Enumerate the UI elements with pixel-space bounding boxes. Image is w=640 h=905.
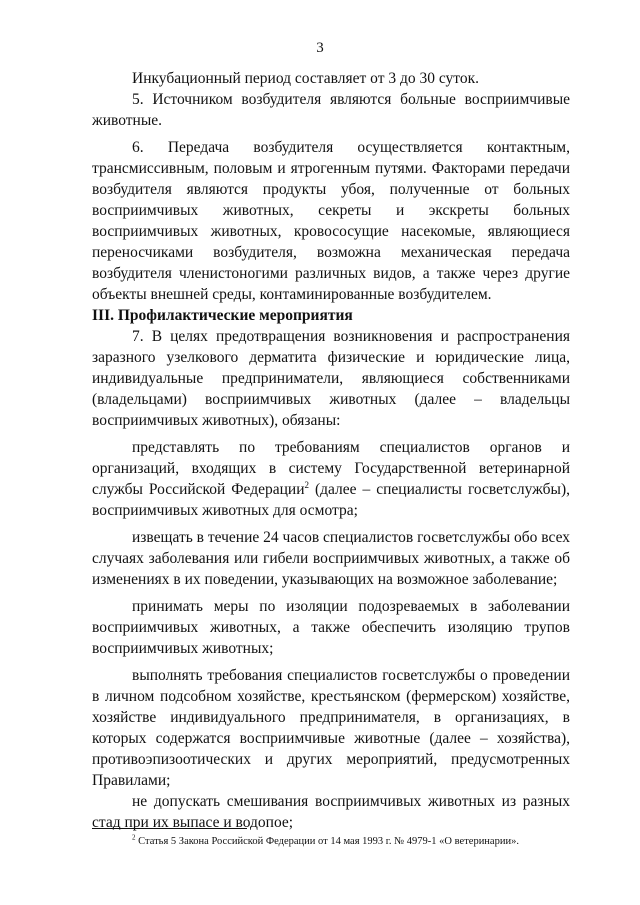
paragraph-notify: извещать в течение 24 часов специалистов госветслужбы обо всех случаях заболевания или гибели восприимчивых животных, а также об изменениях в их поведении, указывающих на возможное заболевание; xyxy=(92,529,570,588)
paragraph-isolate: принимать меры по изоляции подозреваемых в заболевании восприимчивых животных, а также обеспечить изоляцию трупов восприимчивых животных; xyxy=(92,598,570,657)
document-body xyxy=(92,68,570,833)
footnote-divider xyxy=(92,828,247,829)
section-heading: III. Профилактические мероприятия xyxy=(92,307,353,324)
paragraph-5: 5. Источником возбудителя являются больные восприимчивые животные. xyxy=(92,91,570,129)
paragraph-6: 6. Передача возбудителя осуществляется контактным, трансмиссивным, половым и ятрогенным путями. Факторами передачи возбудителя являются продукты убоя, полученные от больных восприимчивых животных, секреты и экскреты больных восприимчивых животных, кровососущие насекомые, являющиеся переносчиками возбудителя, возможна механическая передача возбудителя членистоногими различных видов, а также через другие объекты внешней среды, контаминированные возбудителем. xyxy=(92,139,570,303)
footnote xyxy=(132,835,572,849)
paragraph-7: 7. В целях предотвращения возникновения и распространения заразного узелкового дерматита физические и юридические лица, индивидуальные предприниматели, являющиеся собственниками (владельцами) восприимчивых животных (далее – владельцы восприимчивых животных), обязаны: xyxy=(92,328,570,429)
paragraph-present-animals xyxy=(92,437,570,521)
footnote-text: Статья 5 Закона Российской Федерации от 14 мая 1993 г. № 4979-1 «О ветеринарии». xyxy=(135,836,519,847)
paragraph-present-animals-text: представлять по требованиям специалистов органов и организаций, входящих в систему Государственной ветеринарной службы Российской Федерации xyxy=(92,439,570,498)
paragraph-no-mixing: не допускать смешивания восприимчивых животных из разных стад при их выпасе и водопое; xyxy=(92,793,570,831)
footnote-mark: 2 xyxy=(132,833,136,842)
paragraph-present-animals-cont: (далее – специалисты госветслужбы), восприимчивых животных для осмотра; xyxy=(92,481,570,519)
paragraph-comply: выполнять требования специалистов госветслужбы о проведении в личном подсобном хозяйстве, крестьянском (фермерском) хозяйстве, хозяйстве индивидуального предпринимателя, в организациях, в которых содержатся восприимчивые животные (далее – хозяйства), противоэпизоотических и других мероприятий, предусмотренных Правилами; xyxy=(92,667,570,789)
page-number: 3 xyxy=(316,40,324,56)
paragraph-incubation: Инкубационный период составляет от 3 до 30 суток. xyxy=(132,70,480,87)
footnote-ref: 2 xyxy=(304,479,309,490)
